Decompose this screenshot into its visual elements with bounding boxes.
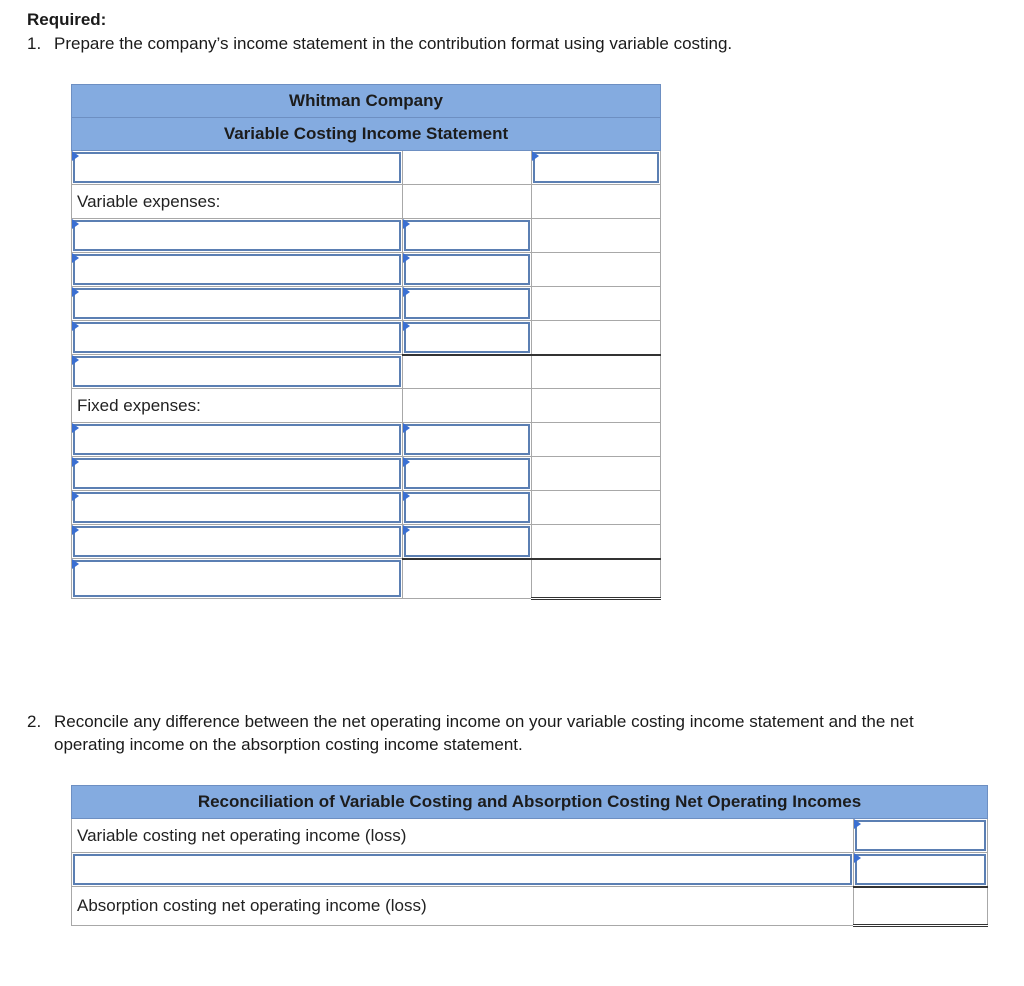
fixed-expense-label-input-4[interactable] [72, 525, 403, 559]
variable-costing-noi-label: Variable costing net operating income (loss) [72, 819, 854, 853]
instruction-2-number: 2. [27, 712, 42, 731]
sales-label-input[interactable] [72, 151, 403, 185]
blank-cell [532, 287, 661, 321]
variable-expense-amount-input-4[interactable] [403, 321, 532, 355]
instruction-1-number: 1. [27, 34, 42, 53]
blank-cell [403, 355, 532, 389]
contribution-margin-label-input[interactable] [72, 355, 403, 389]
variable-expense-amount-input-3[interactable] [403, 287, 532, 321]
net-operating-income-label-input[interactable] [72, 559, 403, 599]
blank-cell [403, 151, 532, 185]
reconciliation-title: Reconciliation of Variable Costing and Absorption Costing Net Operating Incomes [72, 786, 988, 819]
blank-cell [532, 491, 661, 525]
variable-expense-label-input-4[interactable] [72, 321, 403, 355]
variable-expense-label-input-3[interactable] [72, 287, 403, 321]
company-name: Whitman Company [72, 85, 661, 118]
fixed-expense-amount-input-2[interactable] [403, 457, 532, 491]
blank-cell [532, 185, 661, 219]
variable-expense-amount-input-2[interactable] [403, 253, 532, 287]
fixed-expense-label-input-2[interactable] [72, 457, 403, 491]
fixed-expense-label-input-3[interactable] [72, 491, 403, 525]
income-statement-table [71, 84, 661, 600]
total-variable-expenses-cell [532, 321, 661, 355]
sales-amount-input[interactable] [532, 151, 661, 185]
reconciling-item-label-input[interactable] [72, 853, 854, 887]
contribution-margin-amount-cell [532, 355, 661, 389]
blank-cell [532, 389, 661, 423]
blank-cell [403, 559, 532, 599]
variable-expenses-label: Variable expenses: [72, 185, 403, 219]
blank-cell [403, 185, 532, 219]
reconciliation-table [71, 785, 988, 927]
statement-title: Variable Costing Income Statement [72, 118, 661, 151]
blank-cell [532, 423, 661, 457]
blank-cell [532, 253, 661, 287]
variable-expense-amount-input-1[interactable] [403, 219, 532, 253]
fixed-expense-amount-input-1[interactable] [403, 423, 532, 457]
total-fixed-expenses-cell [532, 525, 661, 559]
variable-expense-label-input-1[interactable] [72, 219, 403, 253]
variable-costing-noi-input[interactable] [854, 819, 988, 853]
reconciling-item-amount-input[interactable] [854, 853, 988, 887]
instruction-1-text: Prepare the company’s income statement in the contribution format using variable costing. [54, 34, 733, 53]
net-operating-income-amount-cell [532, 559, 661, 599]
fixed-expenses-label: Fixed expenses: [72, 389, 403, 423]
required-heading: Required: [27, 10, 107, 29]
blank-cell [532, 457, 661, 491]
instruction-2-text: Reconcile any difference between the net operating income on your variable costing income statement and the net operating income on the absorption costing income statement. [54, 712, 914, 754]
variable-expense-label-input-2[interactable] [72, 253, 403, 287]
fixed-expense-amount-input-4[interactable] [403, 525, 532, 559]
absorption-costing-noi-amount-cell [854, 887, 988, 926]
blank-cell [532, 219, 661, 253]
fixed-expense-label-input-1[interactable] [72, 423, 403, 457]
absorption-costing-noi-label: Absorption costing net operating income (loss) [72, 887, 854, 926]
fixed-expense-amount-input-3[interactable] [403, 491, 532, 525]
blank-cell [403, 389, 532, 423]
